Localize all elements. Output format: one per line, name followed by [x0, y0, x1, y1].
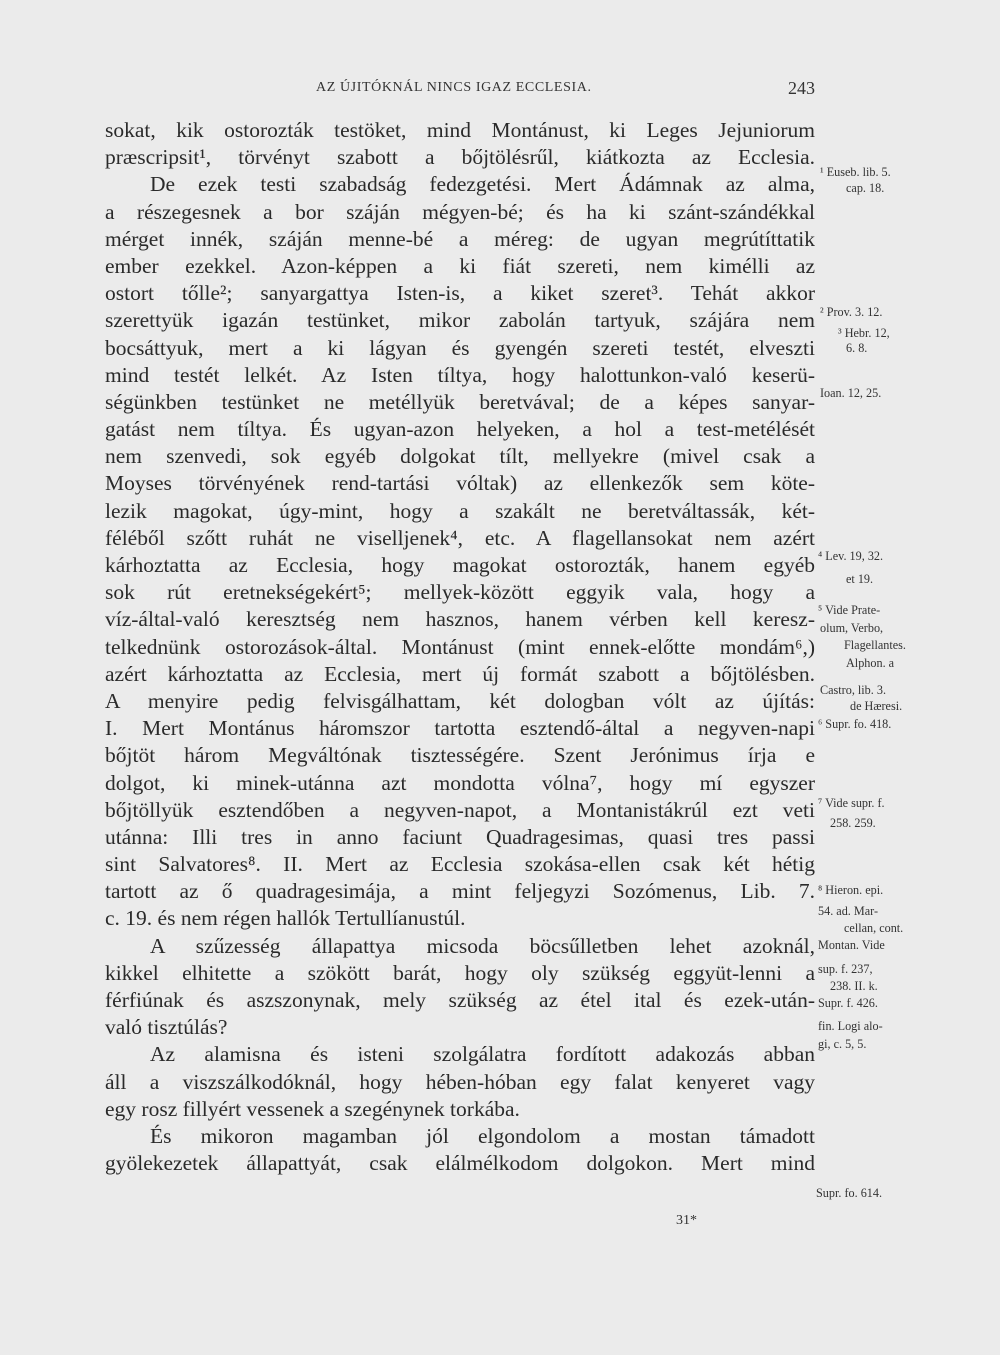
body-line: tartott az ő quadragesimája, a mint feljegyzi Sozómenus, Lib. 7.: [105, 879, 815, 904]
body-line: I. Mert Montánus háromszor tartotta esztendő-által a negyven-napi: [105, 716, 815, 741]
body-line: És mikoron magamban jól elgondolom a mostan támadott: [150, 1123, 815, 1148]
body-line: præscripsit¹, törvényt szabott a bőjtölésrűl, kiátkozta az Ecclesia.: [105, 145, 815, 170]
body-line: a részegesnek a bor száján mégyen-bé; és ha ki szánt-szándékkal: [105, 199, 815, 224]
margin-note: gi, c. 5, 5.: [818, 1037, 867, 1051]
body-line: lezik magokat, úgy-mint, hogy a szakált ne beretváltassák, két-: [105, 498, 815, 523]
body-line: féléből szőtt ruhát ne viselljenek⁴, etc. A flagellansokat nem azért: [105, 525, 815, 550]
margin-note: 6. 8.: [846, 341, 868, 355]
margin-note: de Hæresi.: [850, 699, 903, 713]
margin-note: ⁶ Supr. fo. 418.: [818, 717, 892, 731]
margin-note: ⁷ Vide supr. f.: [818, 796, 885, 810]
body-line: nem szenvedi, sok egyéb dolgokat tílt, mellyekre (mivel csak a: [105, 444, 815, 469]
body-line: sint Salvatores⁸. II. Mert az Ecclesia szokása-ellen csak két hétig: [105, 852, 815, 877]
margin-note: Montan. Vide: [818, 938, 885, 952]
margin-note: olum, Verbo,: [820, 621, 884, 635]
margin-note: ³ Hebr. 12,: [838, 326, 890, 340]
body-line: sok rút eretnekségekért⁵; mellyek-között eggyik vala, hogy a: [105, 580, 815, 605]
margin-note: Castro, lib. 3.: [820, 683, 887, 697]
margin-note: ⁵ Vide Prate-: [818, 603, 881, 617]
margin-note: 54. ad. Mar-: [818, 904, 878, 918]
body-line: bocsáttyuk, mert a ki lágyan és gyengén szereti testét, elveszti: [105, 335, 815, 360]
margin-note: sup. f. 237,: [818, 962, 873, 976]
body-line: De ezek testi szabadság fedezgetési. Mert Ádámnak az alma,: [150, 172, 815, 197]
margin-note: ⁴ Lev. 19, 32.: [818, 549, 884, 563]
margin-note: 238. II. k.: [830, 979, 878, 993]
body-line: gyölekezetek állapattyát, csak elálmélkodom dolgokon. Mert mind: [105, 1151, 815, 1176]
body-line: ségünkben testünket ne metéllyük beretvával; de a képes sanyar-: [105, 389, 815, 414]
body-line: szerettyük igazán testünket, mikor zabolán tartyuk, szájára nem: [105, 308, 815, 333]
margin-note: Flagellantes.: [844, 638, 906, 652]
body-line: A menyire pedig felvisgálhattam, két dologban vólt az újítás:: [105, 688, 815, 713]
margin-note: Alphon. a: [846, 656, 895, 670]
body-line: A szűzesség állapattya micsoda böcsűlletben lehet azoknál,: [150, 933, 815, 958]
body-text: [105, 117, 815, 1177]
body-line: való tisztúlás?: [105, 1015, 228, 1040]
body-line: mind testét lelkét. Az Isten tíltya, hogy halottunkon-való keserü-: [105, 362, 815, 387]
margin-note: 258. 259.: [830, 816, 876, 830]
body-line: c. 19. és nem régen hallók Tertullíanustúl.: [105, 906, 466, 931]
body-line: ostort tőlle²; sanyargattya Isten-is, a kiket szeret³. Tehát akkor: [105, 281, 815, 306]
body-line: bőjtöt három Megváltónak tisztességére. Szent Jerónimus írja e: [105, 743, 815, 768]
body-line: sokat, kik ostorozták testöket, mind Montánust, ki Leges Jejuniorum: [105, 118, 815, 142]
margin-note: ² Prov. 3. 12.: [820, 305, 883, 319]
margin-note: cellan, cont.: [844, 921, 904, 935]
body-line: ember ezekkel. Azon-képpen a ki fiát szereti, nem kimélli az: [105, 253, 815, 278]
page-number: 243: [788, 78, 815, 98]
running-header: AZ ÚJITÓKNÁL NINCS IGAZ ECCLESIA.: [316, 80, 592, 95]
margin-note: et 19.: [846, 572, 874, 586]
body-line: Moyses törvényének rend-tartási vóltak) az ellenkezők sem köte-: [105, 471, 815, 496]
body-line: Az alamisna és isteni szolgálatra fordított adakozás abban: [150, 1042, 815, 1067]
body-line: azért kárhoztatta az Ecclesia, mert új formát szabott a bőjtölésben.: [105, 661, 815, 686]
body-line: víz-által-való keresztség nem hasznos, hanem vérben kell keresz-: [105, 607, 815, 632]
margin-note: fin. Logi alo-: [818, 1019, 883, 1033]
body-line: utánna: Illi tres in anno faciunt Quadragesimas, quasi tres passi: [105, 824, 815, 849]
body-line: gatást nem tíltya. És ugyan-azon helyeken, a hol a test-metélését: [105, 417, 815, 442]
body-line: kárhoztatta az Ecclesia, hogy magokat ostorozták, hanem egyéb: [105, 553, 815, 577]
margin-note: ¹ Euseb. lib. 5.: [820, 165, 891, 179]
body-line: áll a viszszálkodóknál, hogy hében-hóban egy falat kenyeret vagy: [105, 1069, 815, 1094]
body-line: telkednünk ostorozások-által. Montánust (mint ennek-előtte mondám⁶,): [105, 634, 815, 659]
body-line: mérget innék, száján menne-bé a méreg: de ugyan megrútíttatik: [105, 226, 815, 251]
body-line: kikkel elhitette a szökött barát, hogy oly szükség eggyüt-lenni a: [105, 960, 815, 985]
signature-mark: 31*: [676, 1213, 697, 1228]
margin-note: cap. 18.: [846, 181, 885, 195]
body-line: egy rosz fillyért vessenek a szegénynek torkába.: [105, 1096, 520, 1121]
body-line: férfiúnak és aszszonynak, mely szükség az étel ital és ezek-után-: [105, 988, 815, 1012]
margin-note: Supr. f. 426.: [818, 996, 878, 1010]
margin-note: Ioan. 12, 25.: [820, 386, 882, 400]
margin-note: Supr. fo. 614.: [816, 1186, 883, 1200]
body-line: dolgot, ki minek-utánna azt mondotta vólna⁷, hogy mí egyszer: [105, 770, 815, 795]
margin-note: ⁸ Hieron. epi.: [818, 883, 884, 897]
body-line: bőjtöllyük esztendőben a negyven-napot, a Montanistákrúl ezt veti: [105, 797, 815, 822]
